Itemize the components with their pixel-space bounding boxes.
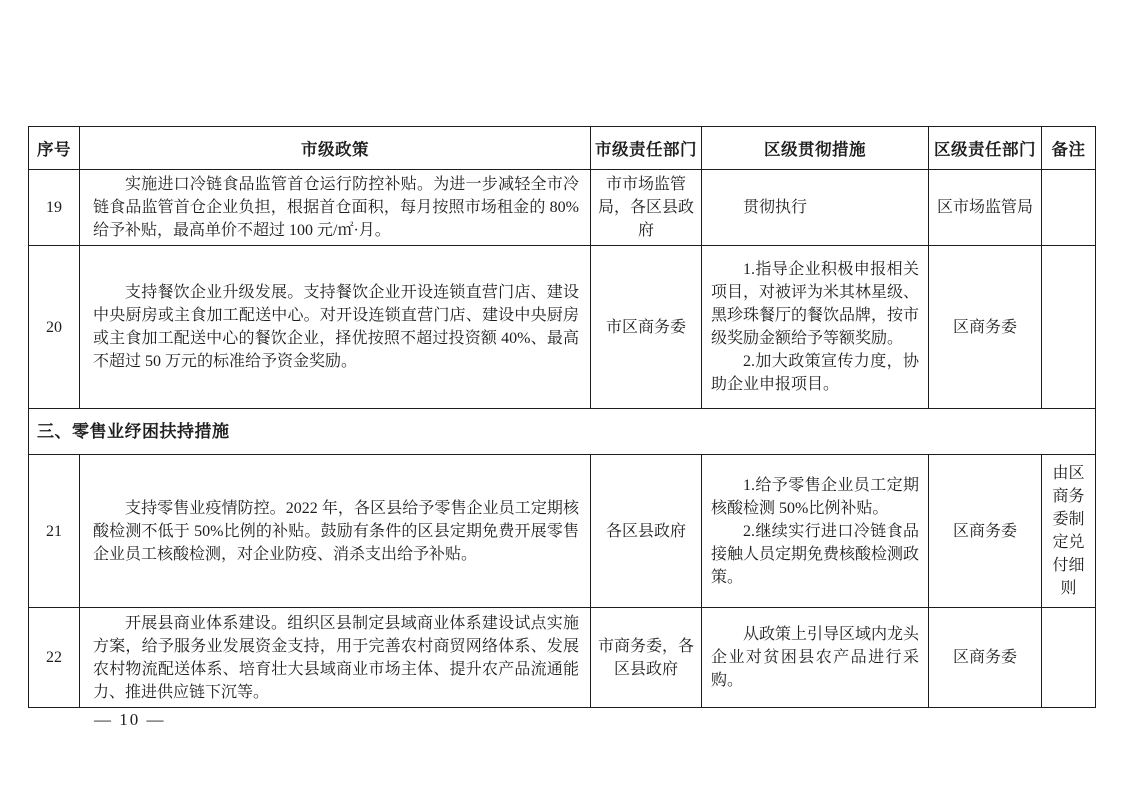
row-19-policy-text: 实施进口冷链食品监管首仓运行防控补贴。为进一步减轻全市冷链食品监管首仓企业负担，根据首仓面积，每月按照市场租金的 80%给予补贴，最高单价不超过 100 元/㎡·月。	[93, 176, 579, 239]
row-22-city-dept: 市商务委，各区县政府	[591, 608, 702, 708]
row-19-seq-no: 19	[29, 170, 80, 246]
table-row	[29, 455, 1096, 608]
header-city-dept: 市级责任部门	[591, 127, 702, 170]
row-20-district-measures-cell	[702, 246, 929, 409]
table-row	[29, 608, 1096, 708]
section-header-row	[29, 409, 1096, 455]
header-district-dept: 区级责任部门	[929, 127, 1042, 170]
row-22-seq-no: 22	[29, 608, 80, 708]
header-note: 备注	[1042, 127, 1096, 170]
row-21-city-dept: 各区县政府	[591, 455, 702, 608]
row-22-policy-text: 开展县商业体系建设。组织区县制定县域商业体系建设试点实施方案，给予服务业发展资金支持，用于完善农村商贸网络体系、发展农村物流配送体系、培育壮大县域商业市场主体、提升农产品流通能力、推进供应链下沉等。	[93, 614, 579, 701]
row-20-policy-cell	[80, 246, 591, 409]
row-20-note	[1042, 246, 1096, 409]
row-21-district-dept: 区商务委	[929, 455, 1042, 608]
header-city-policy: 市级政策	[80, 127, 591, 170]
table-row	[29, 246, 1096, 409]
table-header-row	[29, 127, 1096, 170]
table-row	[29, 170, 1096, 246]
policy-table	[28, 126, 1096, 708]
row-20-measure-item-2: 2.加大政策宣传力度，协助企业申报项目。	[711, 353, 919, 393]
page-number: — 10 —	[94, 710, 166, 729]
row-20-district-dept: 区商务委	[929, 246, 1042, 409]
row-22-district-dept: 区商务委	[929, 608, 1042, 708]
row-19-city-dept: 市市场监管局，各区县政府	[591, 170, 702, 246]
row-19-district-dept: 区市场监管局	[929, 170, 1042, 246]
row-19-note	[1042, 170, 1096, 246]
row-21-measure-item-2: 2.继续实行进口冷链食品接触人员定期免费核酸检测政策。	[711, 522, 920, 586]
row-22-note	[1042, 608, 1096, 708]
row-21-policy-text: 支持零售业疫情防控。2022 年，各区县给予零售企业员工定期核酸检测不低于 50%比例的补贴。鼓励有条件的区县定期免费开展零售企业员工核酸检测，对企业防疫、消杀支出给予补贴。	[93, 499, 579, 563]
row-21-measure-item-1: 1.给予零售企业员工定期核酸检测 50%比例补贴。	[711, 476, 919, 517]
row-19-district-measures-cell	[702, 170, 929, 246]
row-22-policy-cell	[80, 608, 591, 708]
row-19-measure-text: 贯彻执行	[743, 199, 808, 216]
row-20-city-dept: 市区商务委	[591, 246, 702, 409]
row-21-note: 由区商务委制定兑付细则	[1042, 455, 1096, 608]
row-20-measure-item-1: 1.指导企业积极申报相关项目，对被评为米其林星级、黑珍珠餐厅的餐饮品牌，按市级奖励金额给予等额奖励。	[711, 261, 920, 347]
row-20-seq-no: 20	[29, 246, 80, 409]
row-21-policy-cell	[80, 455, 591, 608]
header-seq-no: 序号	[29, 127, 80, 170]
row-22-measure-text: 从政策上引导区域内龙头企业对贫困县农产品进行采购。	[711, 626, 920, 689]
section-header-title: 三、零售业纾困扶持措施	[29, 409, 1096, 455]
row-20-policy-text: 支持餐饮企业升级发展。支持餐饮企业开设连锁直营门店、建设中央厨房或主食加工配送中心。对开设连锁直营门店、建设中央厨房或主食加工配送中心的餐饮企业，择优按照不超过投资额 40%、最高不超过 50 万元的标准给予资金奖励。	[93, 284, 579, 370]
row-21-district-measures-cell	[702, 455, 929, 608]
row-22-district-measures-cell	[702, 608, 929, 708]
row-19-policy-cell	[80, 170, 591, 246]
header-district-measures: 区级贯彻措施	[702, 127, 929, 170]
row-21-seq-no: 21	[29, 455, 80, 608]
